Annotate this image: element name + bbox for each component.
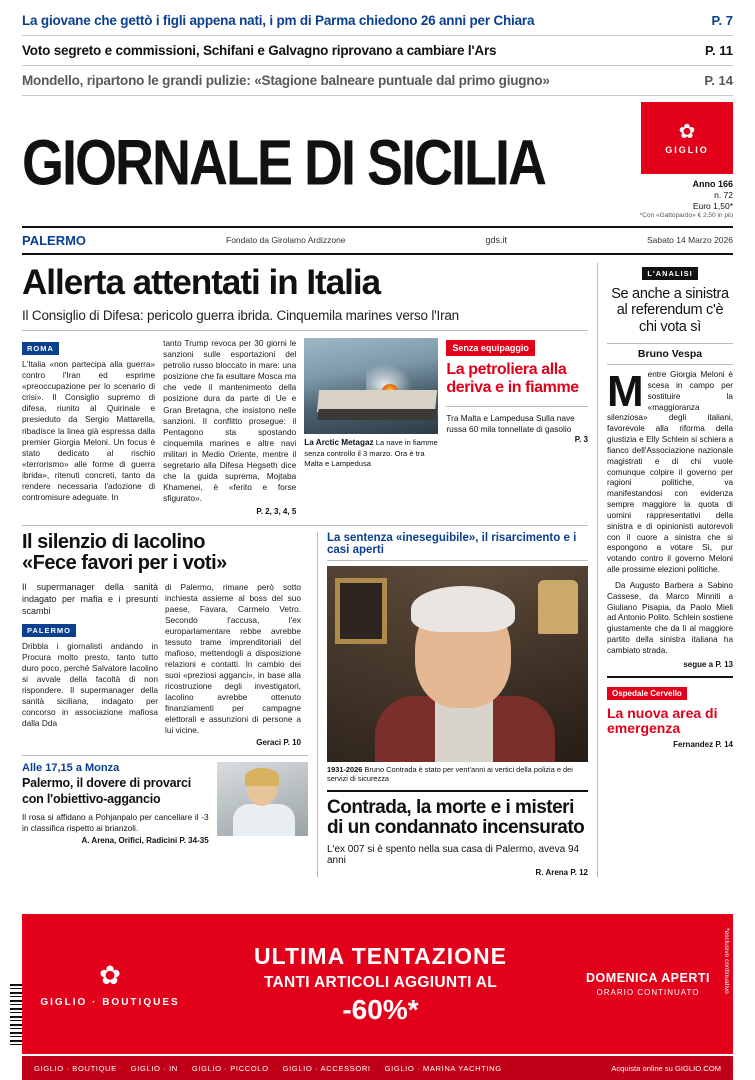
ad-hours: ORARIO CONTINUATO xyxy=(596,988,700,997)
iacolino-body-2: di Palermo, rimane però sotto inchiesta assieme al boss del suo paese, Favara, Carmelo Vetro. Secondo l'accusa, l'ex europarlamentare rebbe avrebbe tessuto trame imprenditoriali del mafioso, mettendogli a disposizione relazioni e contatti. In cambio dei suoi «preziosi agganci», in base alla ricostruzione degli investigatori, Iacolino avrebbe ottenuto finanziamenti per campagne elettorali e assunzioni di persone a lui vicine. xyxy=(165,581,301,736)
masthead xyxy=(0,98,755,220)
page-content xyxy=(0,263,755,877)
sport-body: Il rosa si affidano a Pohjanpalo per cancellare il -3 in classifica rispetto ai brianzoli. xyxy=(22,812,209,834)
teaser-text: Mondello, ripartono le grandi pulizie: «Stagione balneare puntuale dal primo giugno» xyxy=(22,73,550,88)
palermo-sport-article[interactable] xyxy=(22,755,308,845)
teaser-item[interactable] xyxy=(22,66,733,96)
contrada-sub: L'ex 007 si è spento nella sua casa di Palermo, aveva 94 anni xyxy=(327,843,580,866)
masthead-title: GIORNALE DI SICILIA xyxy=(22,127,546,199)
ad-store-item[interactable]: GIGLIO · BOUTIQUE xyxy=(34,1063,117,1073)
rail-body-2: Da Augusto Barbera a Sabino Cassese, da Marco Minniti a Giuliano Pisapia, da Paolo Mieli ad Antonio Polito. Schlein sostiene giustamente che da lì al maggiore partito della sinistra italiana ha cambiato strada. xyxy=(607,580,733,655)
sport-headline-2: con l'obiettivo-aggancio xyxy=(22,792,161,807)
ad-discount: -60%* xyxy=(342,993,419,1025)
iacolino-columns xyxy=(22,582,308,747)
giglio-logo[interactable] xyxy=(641,102,733,174)
ship-caption-title: La Arctic Metagaz xyxy=(304,438,374,448)
teaser-strip xyxy=(0,0,755,98)
ad-title: ULTIMA TENTAZIONE xyxy=(254,942,507,969)
issue-date: Sabato 14 Marzo 2026 xyxy=(646,235,733,246)
iacolino-headline xyxy=(22,532,308,574)
sport-byline[interactable]: A. Arena, Orifici, Radicini P. 34-35 xyxy=(81,836,209,846)
ad-brand-block xyxy=(22,914,198,1054)
lead-kicker: ROMA xyxy=(22,342,59,355)
ad-store-item[interactable]: GIGLIO · ACCESSORI xyxy=(282,1063,371,1073)
iacolino-article[interactable] xyxy=(22,532,318,877)
tanker-box-sub: Tra Malta e Lampedusa Sulla nave russa 60 mila tonnellate di gasolio xyxy=(446,406,588,435)
ad-store-item[interactable]: GIGLIO · IN xyxy=(130,1063,178,1073)
teaser-page: P. 11 xyxy=(705,43,733,58)
iacolino-headline-line1: Il silenzio di Iacolino xyxy=(22,530,205,553)
lead-text-col-2 xyxy=(163,338,304,515)
masthead-anno: Anno 166 xyxy=(692,179,733,189)
tanker-box-headline: La petroliera alla deriva e in fiamme xyxy=(446,361,579,396)
masthead-meta xyxy=(640,179,733,220)
teaser-text: Voto segreto e commissioni, Schifani e Galvagno riprovano a cambiare l'Ars xyxy=(22,43,497,58)
rail-headline[interactable]: Se anche a sinistra al referendum c'è chi vota sì xyxy=(611,285,729,335)
iacolino-headline-line2: «Fece favori per i voti» xyxy=(22,551,227,574)
masthead-numero: n. 72 xyxy=(714,190,733,201)
info-bar xyxy=(22,226,733,255)
ship-photo-caption xyxy=(304,438,438,468)
rail-body-text-1: entre Giorgia Meloni è scesa in campo per sostituire la «maggioranza silenziosa» degli italiani, favorevole alla riforma della giustizia e Elly Schlein si schiera a fianco dell'Associazione nazionale magistrati e di chi vuole comunque colpire il governo per ragioni politiche, va manifestandosi con evidenza sempre maggiore la quota di uomini rappresentativi della sinistra e di opinionisti autorevoli con il cuore a sinistra che si espongono a votare Sì, pur votando contro il governo Meloni alle prossime elezioni politiche. xyxy=(607,370,733,575)
lead-body-2: tanto Trump revoca per 30 giorni le sanzioni sulle esportazioni del petrolio russo bloccato in mare: una posizione che fa esultare Mosca ma che vede il mantenimento della posizione dura da parte di Ue e Gran Bretagna, che insistono nelle sanzioni. Il conflitto prosegue: il Pentagono sta spostando cinquemila marines e altre navi militari in Medio Oriente, mentre il segretario alla Difesa Hegseth dice che la guida suprema, Mojtaba Khamenei, è «ferito e forse sfigurato». xyxy=(163,338,297,503)
lead-headline[interactable]: Allerta attentati in Italia xyxy=(22,262,381,302)
cervello-byline[interactable]: Fernandez P. 14 xyxy=(673,740,733,750)
iacolino-col-1 xyxy=(22,582,165,747)
iacolino-kicker: PALERMO xyxy=(22,624,76,637)
ad-footer-bar xyxy=(22,1056,733,1080)
rail-dropcap: M xyxy=(607,367,644,417)
cervello-box[interactable] xyxy=(607,676,733,750)
masthead-price: Euro 1,50* xyxy=(692,200,733,211)
contrada-photo-caption xyxy=(327,765,588,784)
soccer-player-photo xyxy=(217,762,308,836)
founder-note: Fondato da Girolamo Ardizzone xyxy=(226,235,346,246)
masthead-price-note: *Con «Gattopardo» € 2,50 in più xyxy=(639,211,733,219)
iacolino-body-1: Dribbla i giornalisti andando in Procura molto presto, tanto tutto duro poco, perché Salvatore Iacolino si avvale della facoltà di non rispondere. Il supermanager della sanità siciliana, indagato per concorso in associazione mafiosa dalla Dda xyxy=(22,640,158,728)
tanker-box[interactable] xyxy=(446,338,588,515)
contrada-section-header: La sentenza «ineseguibile», il risarcimento e i casi aperti xyxy=(327,532,588,561)
teaser-page: P. 14 xyxy=(704,73,733,88)
teaser-page: P. 7 xyxy=(711,13,733,28)
masthead-right xyxy=(640,102,733,220)
edition-city: PALERMO xyxy=(22,232,87,248)
contrada-headline-1: Contrada, la morte e i misteri xyxy=(327,790,588,818)
giglio-flower-icon: ✿ xyxy=(678,120,696,143)
main-column xyxy=(22,263,597,877)
website-url[interactable]: gds.it xyxy=(485,235,508,246)
sport-kicker: Alle 17,15 a Monza xyxy=(22,762,120,775)
tanker-box-kicker: Senza equipaggio xyxy=(446,340,535,356)
contrada-article[interactable] xyxy=(318,532,588,877)
sport-headline-1: Palermo, il dovere di provarci xyxy=(22,776,192,791)
ship-photo-col xyxy=(304,338,446,515)
ad-store-item[interactable]: GIGLIO · PICCOLO xyxy=(191,1063,269,1073)
rail-continuation[interactable]: segue a P. 13 xyxy=(683,659,733,669)
tanker-box-ref[interactable]: P. 3 xyxy=(574,435,588,445)
lead-block xyxy=(22,338,588,515)
ad-subtitle: TANTI ARTICOLI AGGIUNTI AL xyxy=(263,973,498,991)
lead-page-refs[interactable]: P. 2, 3, 4, 5 xyxy=(256,506,297,516)
iacolino-byline[interactable]: Geraci P. 10 xyxy=(256,738,301,748)
middle-band xyxy=(22,525,588,877)
giglio-flower-icon: ✿ xyxy=(99,960,121,990)
iacolino-col-2 xyxy=(165,582,308,747)
ad-disclaimer: *esclusivo continuativo xyxy=(723,928,730,994)
contrada-portrait-photo xyxy=(327,566,588,762)
ad-online-link[interactable]: Acquista online su GIGLIO.COM xyxy=(611,1063,721,1073)
lead-text-col-1 xyxy=(22,338,163,515)
ad-store-item[interactable]: GIGLIO · MARINA YACHTING xyxy=(384,1063,502,1073)
ad-message xyxy=(198,914,563,1054)
rail-body-1 xyxy=(607,367,733,576)
teaser-item[interactable] xyxy=(22,6,733,36)
lead-subhead: Il Consiglio di Difesa: pericolo guerra ibrida. Cinquemila marines verso l'Iran xyxy=(22,308,588,331)
ad-store-list xyxy=(34,1064,502,1073)
cervello-kicker: Ospedale Cervello xyxy=(607,687,687,700)
cervello-headline: La nuova area di emergenza xyxy=(607,704,718,737)
ad-opening-info xyxy=(563,914,733,1054)
teaser-text: La giovane che gettò i figli appena nati, i pm di Parma chiedono 26 anni per Chiara xyxy=(22,13,535,28)
ad-brand-name: GIGLIO · BOUTIQUES xyxy=(40,997,180,1008)
analysis-rail xyxy=(597,263,733,877)
sport-text xyxy=(22,762,217,845)
contrada-caption-dates: 1931-2026 xyxy=(327,764,363,774)
contrada-caption-text: Bruno Contrada è stato per vent'anni ai vertici della polizia e dei servizi di sicurezza xyxy=(327,764,573,784)
lead-body-1: L'Italia «non partecipa alla guerra» contro l'Iran ed esprime «preoccupazione per lo scenario di crisi». Il Consiglio supremo di difesa, riunito al Quirinale e presieduto da Sergio Mattarella, ribadisce la linea già espressa dalla premier Giorgia Meloni. Un focus è stato dedicato al rischio «terrorismo» alle forme di guerra ibrida», ritenuti concreti, tanto da rendere necessaria l'adozione di contromisure adeguate. In xyxy=(22,359,156,502)
teaser-item[interactable] xyxy=(22,36,733,66)
bottom-advertisement[interactable] xyxy=(22,914,733,1054)
ad-open-sunday: DOMENICA APERTI xyxy=(586,971,710,985)
contrada-headline-2: di un condannato incensurato xyxy=(327,817,585,839)
rail-author: Bruno Vespa xyxy=(607,343,733,365)
rail-kicker: L'ANALISI xyxy=(642,267,697,280)
giglio-logo-word: GIGLIO xyxy=(665,144,709,155)
iacolino-standfirst: Il supermanager della sanità indagato per mafia e i presunti scambi xyxy=(22,581,158,616)
ship-caption-text: La nave in fiamme senza controllo il 3 marzo. Ora è tra Malta e Lampedusa xyxy=(304,438,438,468)
contrada-byline[interactable]: R. Arena P. 12 xyxy=(535,867,588,877)
burning-tanker-photo xyxy=(304,338,438,434)
